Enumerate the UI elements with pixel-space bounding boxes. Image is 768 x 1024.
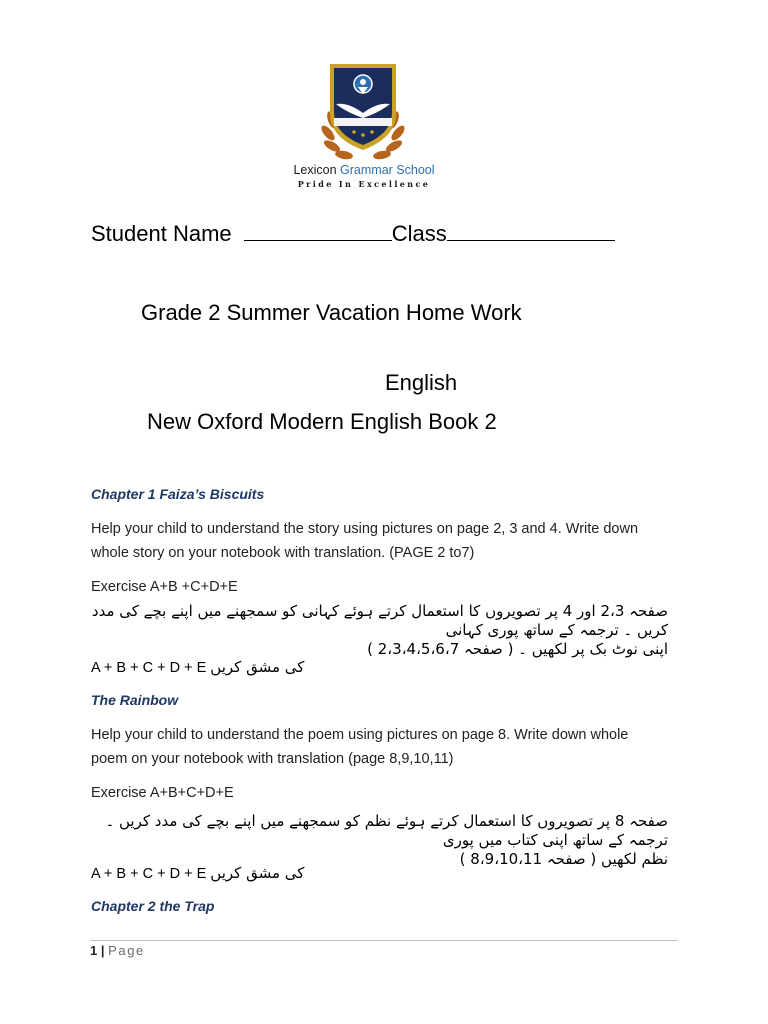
rainbow-instruction: Help your child to understand the poem using pictures on page 8. Write down whole poem on your notebook with translation (page 8,9,10,11) — [91, 727, 629, 767]
class-blank — [447, 222, 615, 241]
chapter-1-instruction: Help your child to understand the story using pictures on page 2, 3 and 4. Write down whole story on your notebook with translation. (PAGE 2 to7) — [91, 521, 639, 561]
chapter-1-abcde-letters: A + B + C + D + E — [91, 660, 207, 676]
student-name-label: Student Name — [91, 221, 232, 246]
chapter-1-urdu-instruction — [88, 602, 668, 659]
chapter-1-urdu-line-1: صفحہ 2،3 اور 4 پر تصویروں کا استعمال کرتے ہوئے کہانی کو سمجھنے میں اپنے بچے کی مدد کریں ۔ ترجمہ کے ساتھ پوری کہانی — [91, 602, 668, 639]
page-label: Page — [108, 943, 145, 958]
chapter-1-exercise: Exercise A+B +C+D+E — [91, 579, 238, 595]
book-title: New Oxford Modern English Book 2 — [147, 409, 497, 434]
class-label: Class — [391, 221, 447, 246]
rainbow-urdu-line-1: صفحہ 8 پر تصویروں کا استعمال کرتے ہوئے نظم کو سمجھنے میں اپنے بچے کی مدد کریں ۔ ترجمہ کے ساتھ اپنی کتاب میں پوری — [105, 812, 668, 849]
rainbow-abcde-letters: A + B + C + D + E — [91, 866, 207, 882]
footer-divider — [90, 940, 678, 941]
page-footer — [90, 943, 145, 958]
rainbow-abcde-urdu: کی مشق کریں — [210, 864, 305, 882]
school-name — [276, 163, 452, 177]
chapter-1-abcde — [91, 658, 304, 676]
rainbow-exercise: Exercise A+B+C+D+E — [91, 785, 234, 801]
school-motto: Pride In Excellence — [297, 179, 431, 189]
school-name-second: Grammar School — [340, 163, 435, 177]
subject-label: English — [385, 370, 458, 395]
school-logo-emblem — [318, 58, 408, 166]
school-name-first: Lexicon — [293, 163, 337, 177]
page-title: Grade 2 Summer Vacation Home Work — [141, 300, 522, 325]
page-number: 1 — [90, 943, 98, 958]
chapter-1-heading: Chapter 1 Faiza’s Biscuits — [91, 486, 265, 502]
rainbow-abcde — [91, 864, 304, 882]
chapter-2-heading: Chapter 2 the Trap — [91, 898, 215, 914]
student-name-line — [91, 221, 615, 247]
page-separator: | — [100, 943, 105, 958]
rainbow-heading: The Rainbow — [91, 692, 179, 708]
chapter-1-urdu-line-2: اپنی نوٹ بک پر لکھیں ۔ ( صفحہ 2،3،4،5،6،7 ) — [367, 640, 668, 658]
student-name-blank — [244, 222, 392, 241]
chapter-1-abcde-urdu: کی مشق کریں — [210, 658, 305, 676]
rainbow-urdu-instruction — [88, 812, 668, 869]
rainbow-urdu-line-2: نظم لکھیں ( صفحہ 8،9،10،11 ) — [459, 850, 668, 868]
